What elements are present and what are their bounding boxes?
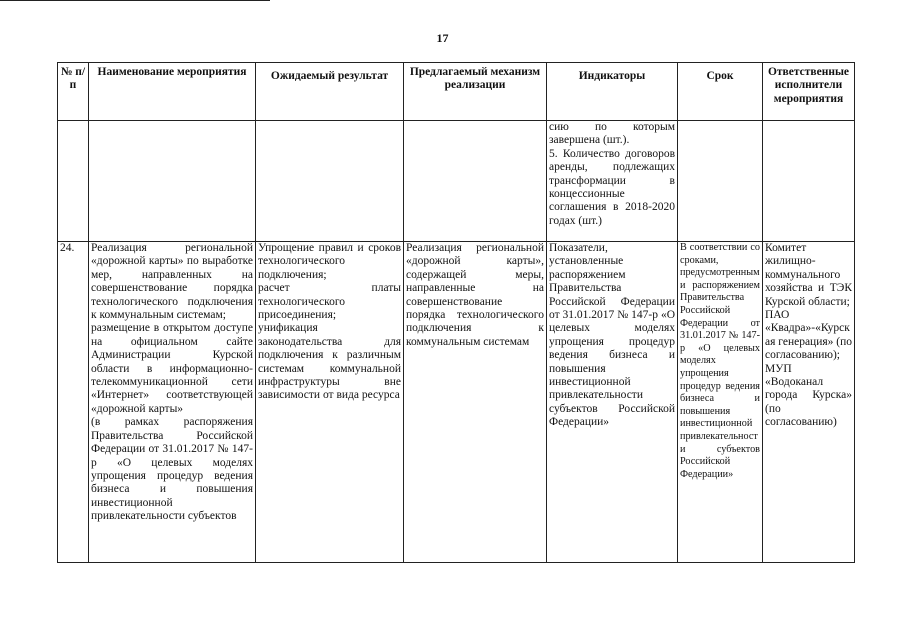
table-row xyxy=(58,242,855,563)
header-indicators: Индикаторы xyxy=(547,63,678,121)
row-name: Реализация региональной «дорожной карты» по выработке мер, направленных на совершенствование порядка технологического подключения к коммунальным системам; размещение в открытом доступе на официальном сайте Администрации Курской области в информационно-телекоммуникационной сети «Интернет» соответствующей «дорожной карты» (в рамках распоряжения Правительства Российской Федерации от 31.01.2017 № 147-р «О целевых моделях упрощения процедур ведения бизнеса и повышения инвестиционной привлекательности субъектов xyxy=(89,242,256,563)
header-responsible: Ответственные исполнители мероприятия xyxy=(763,63,855,121)
row-name xyxy=(89,121,256,242)
row-result: Упрощение правил и сроков технологического подключения; расчет платы технологического присоединения; унификация законодательства для подключения к различным системам коммунальной инфраструктуры вне зависимости от вида ресурса xyxy=(256,242,404,563)
row-num: 24. xyxy=(58,242,89,563)
top-rule xyxy=(0,0,270,1)
row-responsible xyxy=(763,121,855,242)
measures-table xyxy=(57,62,855,563)
header-deadline: Срок xyxy=(678,63,763,121)
table-header-row xyxy=(58,63,855,121)
table-row xyxy=(58,121,855,242)
row-mechanism: Реализация региональной «дорожной карты», содержащей меры, направленные на совершенствование порядка технологического подключения к коммунальным системам xyxy=(404,242,547,563)
page-number: 17 xyxy=(436,31,449,45)
header-result: Ожидаемый результат xyxy=(256,63,404,121)
row-indicators: сию по которым завершена (шт.). 5. Количество договоров аренды, подлежащих трансформации в концессионные соглашения в 2018-2020 годах (шт.) xyxy=(547,121,678,242)
header-name: Наименование мероприятия xyxy=(89,63,256,121)
row-responsible: Комитет жилищно-коммунального хозяйства и ТЭК Курской области; ПАО «Квадра»-«Курская генерация» (по согласованию); МУП «Водоканал города Курска» (по согласованию) xyxy=(763,242,855,563)
row-num xyxy=(58,121,89,242)
row-mechanism xyxy=(404,121,547,242)
row-deadline: В соответствии со сроками, предусмотренными распоряжением Правительства Российской Федерации от 31.01.2017 № 147-р «О целевых моделях упрощения процедур ведения бизнеса и повышения инвестиционной привлекательности субъектов Российской Федерации» xyxy=(678,242,763,563)
header-num: № п/п xyxy=(58,63,89,121)
row-indicators: Показатели, установленные распоряжением Правительства Российской Федерации от 31.01.2017 № 147-р «О целевых моделях упрощения процедур ведения бизнеса и повышения инвестиционной привлекательности субъектов Российской Федерации» xyxy=(547,242,678,563)
row-deadline xyxy=(678,121,763,242)
header-mechanism: Предлагаемый механизм реализации xyxy=(404,63,547,121)
row-result xyxy=(256,121,404,242)
